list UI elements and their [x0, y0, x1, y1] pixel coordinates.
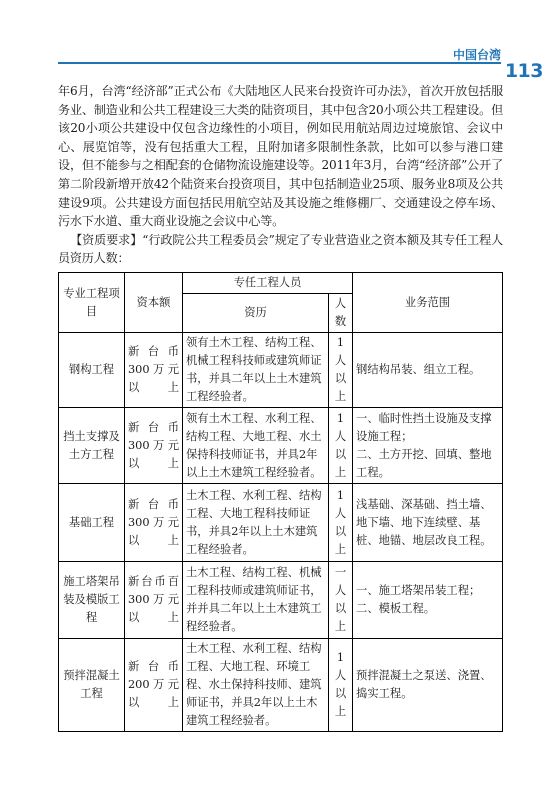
cell-count: 1人以上 — [329, 333, 353, 408]
table-row — [59, 333, 503, 408]
header-count: 人数 — [329, 294, 353, 333]
cell-scope: 钢结构吊装、组立工程。 — [353, 333, 503, 408]
cell-category: 预拌混凝土工程 — [59, 639, 125, 732]
cell-count: 1人以上 — [329, 639, 353, 732]
cell-qualification: 领有土木工程、结构工程、机械工程科技师或建筑师证书，并具二年以上土木建筑工程经验者。 — [183, 333, 329, 408]
cell-count: 一人以上 — [329, 562, 353, 639]
table-row — [59, 484, 503, 562]
cell-qualification: 土木工程、结构工程、机械工程科技师或建筑师证书，并并具二年以上土木建筑工程经验者。 — [183, 562, 329, 639]
table-row — [59, 639, 503, 732]
qualification-table — [58, 272, 503, 732]
body-text — [58, 82, 503, 268]
header-staff: 专任工程人员 — [183, 273, 353, 294]
table-row — [59, 408, 503, 484]
header-qualification: 资历 — [183, 294, 329, 333]
header-scope: 业务范围 — [353, 273, 503, 333]
cell-scope: 一、施工塔架吊装工程； 二、模板工程。 — [353, 562, 503, 639]
cell-capital: 新台币300万元以上 — [125, 484, 183, 562]
cell-category: 挡土支撑及土方工程 — [59, 408, 125, 484]
cell-capital: 新台币300万元以上 — [125, 333, 183, 408]
paragraph-1: 年6月，台湾“经济部”正式公布《大陆地区人民来台投资许可办法》，首次开放包括服务业、制造业和公共工程建设三大类的陆资项目，其中包含20小项公共工程建设。但该20小项公共建设中仅包含边缘性的小项目，例如民用航站周边过境旅馆、会议中心、展览馆等，没有包括重大工程，且附加诸多限制性条款，比如可以参与港口建设，但不能参与之相配套的仓储物流设施建设等。2011年3月，台湾“经济部”公开了第二阶段新增开放42个陆资来台投资项目，其中包括制造业25项、服务业8项及公共建设9项。公共建设方面包括民用航空站及其设施之维修棚厂、交通建设之停车场、污水下水道、重大商业设施之会议中心等。 — [58, 84, 503, 229]
cell-scope: 一、临时性挡土设施及支撑设施工程； 二、土方开挖、回填、整地工程。 — [353, 408, 503, 484]
cell-category: 钢构工程 — [59, 333, 125, 408]
section-label: 中国台湾 — [452, 48, 501, 62]
cell-count: 1人以上 — [329, 408, 353, 484]
cell-category: 基础工程 — [59, 484, 125, 562]
cell-category: 施工塔架吊装及模版工程 — [59, 562, 125, 639]
table-row — [59, 562, 503, 639]
cell-scope: 浅基础、深基础、挡土墙、地下墙、地下连续壁、基桩、地锚、地层改良工程。 — [353, 484, 503, 562]
cell-capital: 新台币200万元以上 — [125, 639, 183, 732]
header-rule — [58, 62, 501, 64]
cell-qualification: 领有土木工程、水利工程、结构工程、大地工程、水土保持科技师证书，并具2年以上土木建筑工程经验者。 — [183, 408, 329, 484]
cell-qualification: 土木工程、水利工程、结构工程、大地工程、环境工程、水土保持科技师、建筑师证书，并具2年以上土木建筑工程经验者。 — [183, 639, 329, 732]
cell-qualification: 土木工程、水利工程、结构工程、大地工程科技师证书，并具2年以上土木建筑工程经验者。 — [183, 484, 329, 562]
header-category: 专业工程项目 — [59, 273, 125, 333]
cell-capital: 新台币300万元以上 — [125, 408, 183, 484]
cell-scope: 预拌混凝土之泵送、浇置、捣实工程。 — [353, 639, 503, 732]
header-capital: 资本额 — [125, 273, 183, 333]
cell-count: 1人以上 — [329, 484, 353, 562]
page-number: 113 — [504, 60, 543, 82]
paragraph-2: 【资质要求】“行政院公共工程委员会”规定了专业营造业之资本额及其专任工程人员资历人数： — [58, 232, 503, 266]
table-header-row — [59, 273, 503, 294]
cell-capital: 新台币百300万元以上 — [125, 562, 183, 639]
